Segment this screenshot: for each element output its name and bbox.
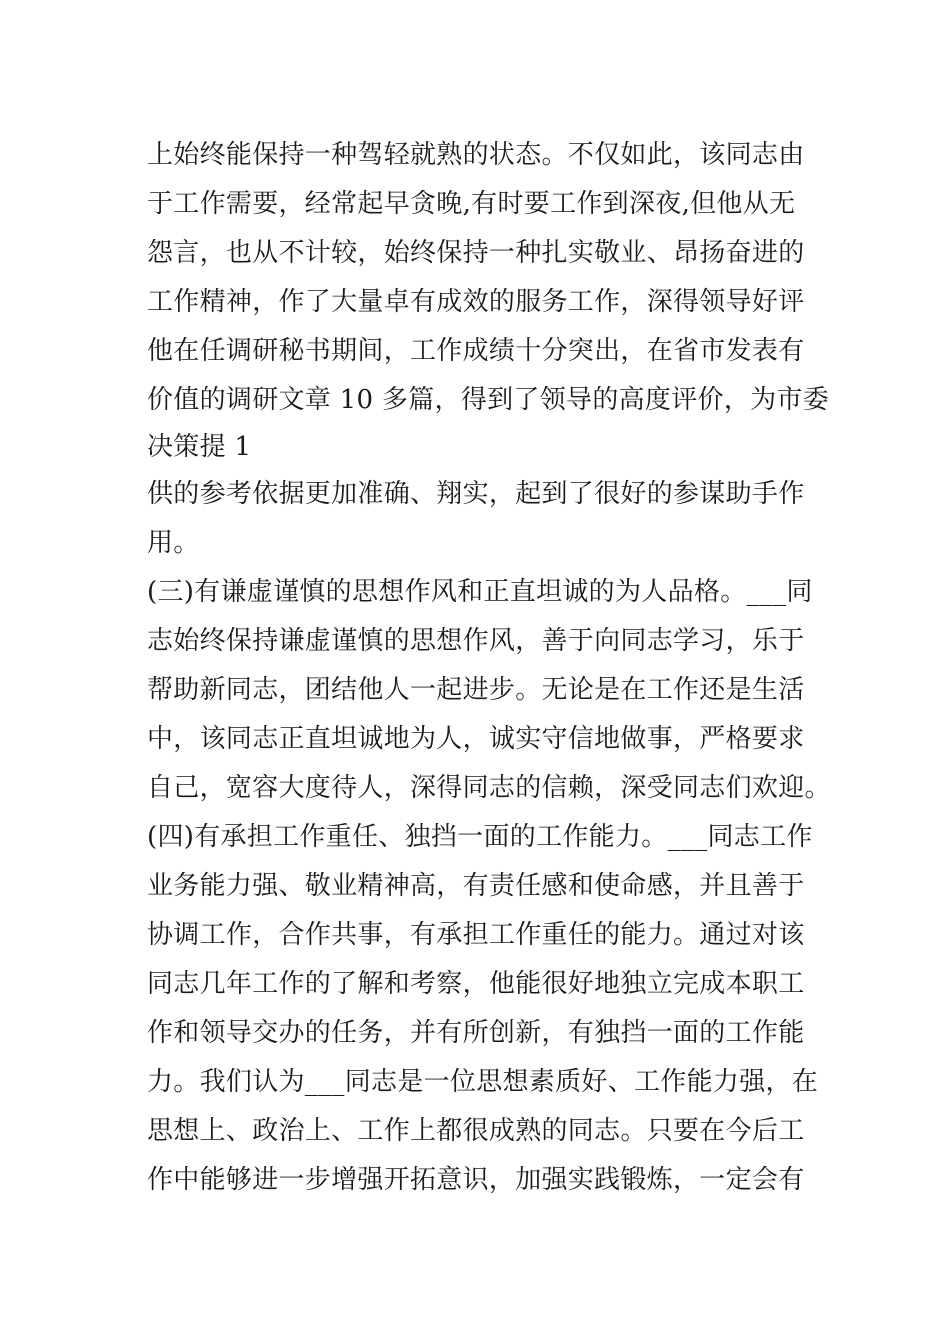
text-line: 上始终能保持一种驾轻就熟的状态。不仅如此，该同志由	[147, 140, 805, 170]
text-line: 于工作需要，经常起早贪晚,有时要工作到深夜,但他从无	[147, 189, 796, 219]
text-line: (四)有承担工作重任、独挡一面的工作能力。___同志工作	[147, 822, 813, 852]
text-line: 自己，宽容大度待人，深得同志的信赖，深受同志们欢迎。	[147, 773, 831, 803]
text-line: 帮助新同志，团结他人一起进步。无论是在工作还是生活	[147, 675, 805, 705]
text-line: 价值的调研文章 10 多篇，得到了领导的高度评价，为市委	[147, 385, 830, 415]
text-line: (三)有谦虚谨慎的思想作风和正直坦诚的为人品格。___同	[147, 577, 813, 607]
text-line: 中，该同志正直坦诚地为人，诚实守信地做事，严格要求	[147, 724, 805, 754]
text-line: 决策提 1	[147, 432, 252, 462]
text-line: 志始终保持谦虚谨慎的思想作风，善于向同志学习，乐于	[147, 626, 805, 656]
text-line: 供的参考依据更加准确、翔实，起到了很好的参谋助手作	[147, 479, 805, 509]
text-line: 用。	[147, 528, 200, 558]
text-line: 协调工作，合作共事，有承担工作重任的能力。通过对该	[147, 920, 805, 950]
text-line: 力。我们认为___同志是一位思想素质好、工作能力强，在	[147, 1067, 819, 1097]
text-line: 同志几年工作的了解和考察，他能很好地独立完成本职工	[147, 969, 805, 999]
text-line: 思想上、政治上、工作上都很成熟的同志。只要在今后工	[147, 1116, 805, 1146]
text-line: 作和领导交办的任务，并有所创新，有独挡一面的工作能	[147, 1018, 805, 1048]
text-line: 业务能力强、敬业精神高，有责任感和使命感，并且善于	[147, 871, 805, 901]
text-line: 他在任调研秘书期间，工作成绩十分突出，在省市发表有	[147, 336, 805, 366]
text-line: 工作精神，作了大量卓有成效的服务工作，深得领导好评	[147, 287, 805, 317]
text-line: 怨言，也从不计较，始终保持一种扎实敬业、昂扬奋进的	[147, 238, 805, 268]
document-body	[147, 131, 831, 1205]
text-line: 作中能够进一步增强开拓意识，加强实践锻炼，一定会有	[147, 1165, 805, 1195]
